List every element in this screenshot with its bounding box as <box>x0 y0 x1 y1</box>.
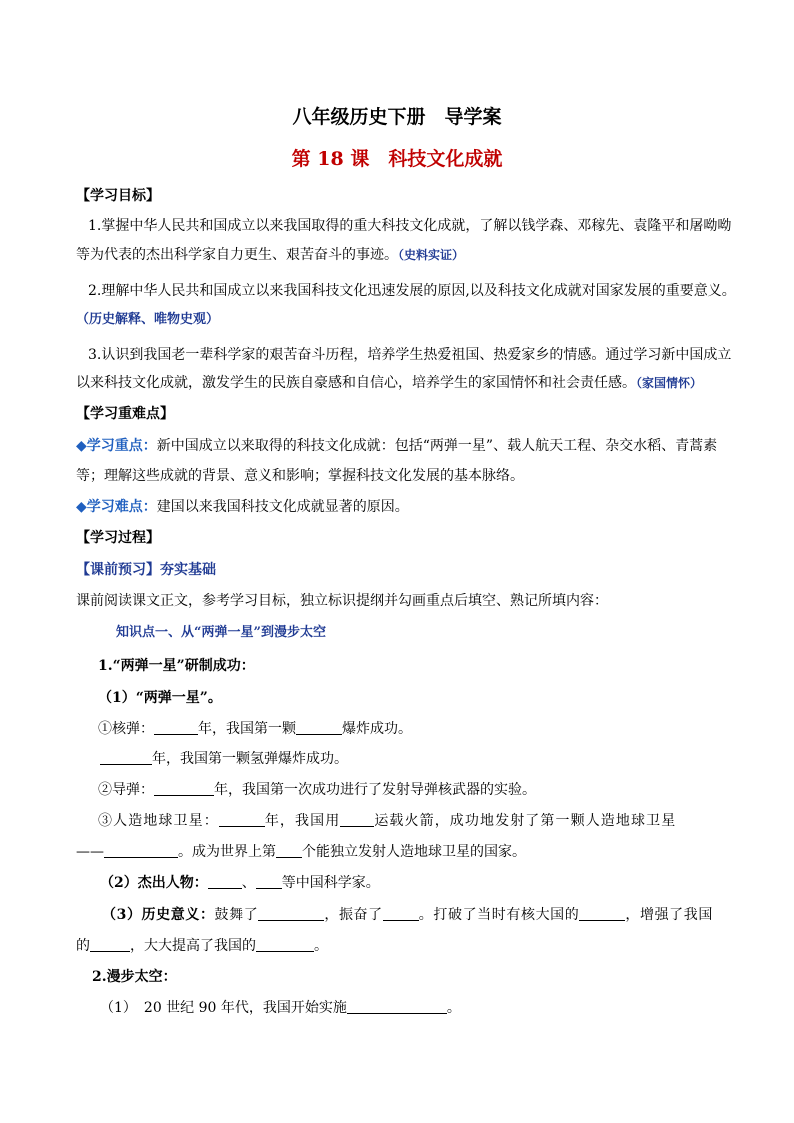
difficulty-label: ◆学习难点： <box>76 499 157 515</box>
preview-instruction: 课前阅读课文正文，参考学习目标，独立标识提纲并勾画重点后填空、熟记所填内容： <box>76 593 608 609</box>
objective-1-text: 等为代表的杰出科学家自力更生、艰苦奋斗的事迹。 <box>76 247 398 263</box>
focus-line2: 等；理解这些成就的背景、意义和影响；掌握科技文化发展的基本脉络。 <box>76 468 524 484</box>
blank-rank[interactable] <box>276 843 302 858</box>
preview-label: 【课前预习】夯实基础 <box>76 562 216 578</box>
blank-satellite-name[interactable] <box>104 843 178 858</box>
blank-nuke-year[interactable] <box>154 720 198 735</box>
difficulty-text: 建国以来我国科技文化成就显著的原因。 <box>156 499 409 515</box>
people-end: 等中国科学家。 <box>281 875 380 891</box>
blank-hbomb-year[interactable] <box>100 750 152 765</box>
nuke-label: ①核弹： <box>98 721 154 737</box>
blank-satellite-year[interactable] <box>219 812 265 827</box>
objective-1-tag: （史料实证） <box>398 248 465 262</box>
missile-text: 年，我国第一次成功进行了发射导弹核武器的实验。 <box>214 782 536 798</box>
blank-space-program[interactable] <box>347 999 447 1014</box>
significance-text6: ，大大提高了我国的 <box>130 938 256 954</box>
significance-text3: 。打破了当时有核大国的 <box>418 907 580 923</box>
satellite-text1: 年，我国用 <box>264 813 341 829</box>
objective-3-text: 以来科技文化成就，激发学生的民族自豪感和自信心，培养学生的家国情怀和社会责任感。 <box>76 375 636 391</box>
satellite-dash: —— <box>76 844 104 860</box>
keypoints-heading: 【学习重难点】 <box>76 406 174 422</box>
blank-rocket-name[interactable] <box>340 812 374 827</box>
people-line <box>100 873 734 893</box>
section2-item1-end: 。 <box>446 1000 461 1016</box>
blank-monopoly[interactable] <box>579 906 625 921</box>
objective-3-line2 <box>76 373 734 393</box>
nuke-text: 年，我国第一颗 <box>198 721 296 737</box>
objective-2-line1: 2.理解中华人民共和国成立以来我国科技文化迅速发展的原因,以及科技文化成就对国家发展的重要意义。 <box>88 283 736 299</box>
missile-line <box>98 780 734 800</box>
satellite-label: ③人造地球卫星： <box>98 813 219 829</box>
objective-3-tag: （家国情怀） <box>636 376 703 390</box>
objective-3-line1: 3.认识到我国老一辈科学家的艰苦奋斗历程，培养学生热爱祖国、热爱家乡的情感。通过学习新中国成立 <box>88 347 732 363</box>
process-heading: 【学习过程】 <box>76 530 160 546</box>
significance-text4: ，增强了我国 <box>625 907 713 923</box>
focus-line1 <box>76 436 734 456</box>
page-title: 八年级历史下册 导学案 <box>292 106 502 128</box>
objective-1-line2 <box>76 245 734 265</box>
blank-person-2[interactable] <box>256 874 282 889</box>
significance-line1 <box>102 905 734 925</box>
blank-uplifted[interactable] <box>383 906 419 921</box>
satellite-text4: 个能独立发射人造地球卫星的国家。 <box>302 844 526 860</box>
significance-text1: 鼓舞了 <box>214 907 259 923</box>
section1-title: 1.“两弹一星”研制成功： <box>98 658 255 674</box>
focus-text: 新中国成立以来取得的科技文化成就：包括“两弹一星”、载人航天工程、杂交水稻、青蒿素 <box>156 438 718 454</box>
satellite-line2 <box>76 842 734 862</box>
difficulty-line <box>76 497 734 517</box>
blank-status[interactable] <box>256 937 314 952</box>
section2-item1 <box>100 998 734 1018</box>
knowledge-point-1: 知识点一、从“两弹一星”到漫步太空 <box>116 625 326 640</box>
objectives-heading: 【学习目标】 <box>76 188 160 204</box>
significance-end: 。 <box>314 938 328 954</box>
section2-title: 2.漫步太空： <box>92 969 177 985</box>
lesson-title: 第 18 课 科技文化成就 <box>291 148 503 170</box>
section2-item1-text: （1） 20 世纪 90 年代，我国开始实施 <box>100 1000 347 1016</box>
satellite-line1 <box>98 811 734 831</box>
satellite-text2: 运载火箭，成功地发射了第一颗人造地球卫星 <box>374 813 677 829</box>
blank-strength[interactable] <box>90 937 130 952</box>
objective-1-line1: 1.掌握中华人民共和国成立以来我国取得的重大科技文化成就，了解以钱学森、邓稼先、袁隆平和屠呦呦 <box>88 218 732 234</box>
people-label: （2）杰出人物： <box>100 875 208 891</box>
objective-2-tag: （历史解释、唯物史观） <box>76 312 220 327</box>
significance-text2: ，振奋了 <box>324 907 383 923</box>
blank-person-1[interactable] <box>208 874 242 889</box>
significance-line2 <box>76 936 734 956</box>
nuke-end: 爆炸成功。 <box>342 721 412 737</box>
blank-missile-year[interactable] <box>154 781 214 796</box>
hbomb-text: 年，我国第一颗氢弹爆炸成功。 <box>152 751 348 767</box>
significance-label: （3）历史意义： <box>102 907 215 923</box>
significance-text5: 的 <box>76 938 90 954</box>
hbomb-line <box>100 749 734 769</box>
section1-sub1: （1）“两弹一星”。 <box>98 690 222 706</box>
nuke-line <box>98 719 734 739</box>
missile-label: ②导弹： <box>98 782 154 798</box>
focus-label: ◆学习重点： <box>76 438 157 454</box>
people-separator: 、 <box>241 875 256 891</box>
satellite-text3: 。成为世界上第 <box>178 844 276 860</box>
blank-nuke-type[interactable] <box>296 720 342 735</box>
blank-inspired[interactable] <box>258 906 324 921</box>
